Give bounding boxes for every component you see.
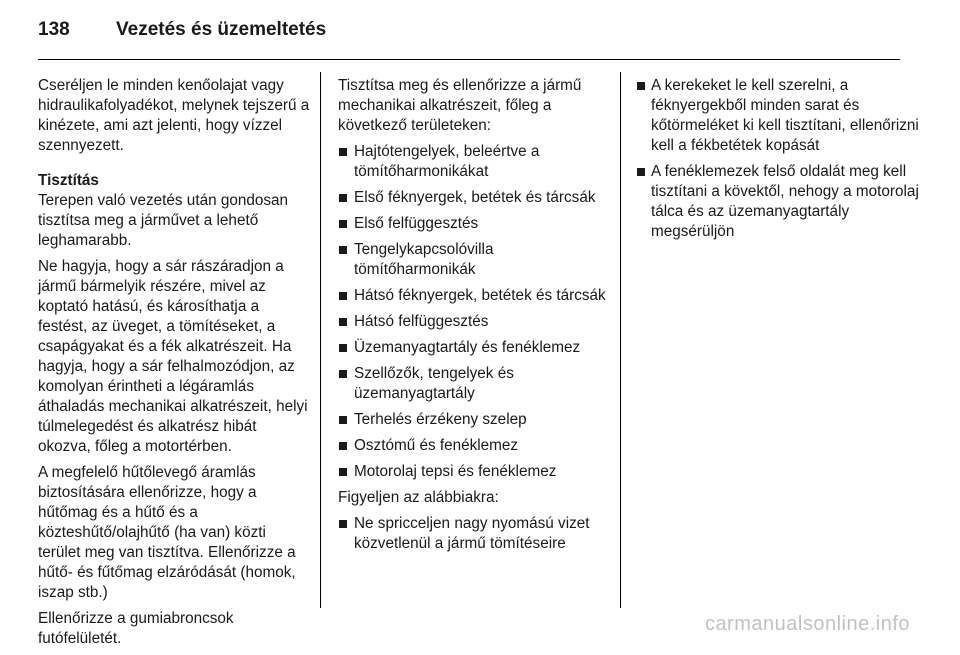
inspection-list bbox=[338, 142, 610, 482]
list-item: Üzemanyagtartály és fenéklemez bbox=[338, 338, 610, 358]
square-bullet-icon bbox=[339, 370, 347, 378]
column-left bbox=[38, 76, 310, 655]
list-item: Hátsó felfüggesztés bbox=[338, 312, 610, 332]
list-item: Első féknyergek, betétek és tárcsák bbox=[338, 188, 610, 208]
attention-list bbox=[338, 514, 610, 554]
intro-paragraph: Cseréljen le minden kenőolajat vagy hidraulikafolyadékot, melynek tejszerű a kinézete, ami azt jelenti, hogy vízzel szennyezett. bbox=[38, 77, 310, 154]
cleaning-paragraph-2: Ne hagyja, hogy a sár rászáradjon a jármű bármelyik részére, mivel az koptató hatású, és károsíthatja a festést, az üveget, a tömítéseket, a csapágyakat és a fék alkatrészeit. Ha hagyja, hogy a sár felhalmozódjon, az komolyan érintheti a légáramlás áthaladás mechanikai alkatrészeit, helyi túlmelegedést és alkatrész hibát okozva, főleg a motortérben. bbox=[38, 258, 308, 455]
page-header bbox=[38, 14, 326, 46]
header-rule bbox=[38, 59, 900, 60]
square-bullet-icon bbox=[339, 442, 347, 450]
square-bullet-icon bbox=[339, 220, 347, 228]
watermark: carmanualsonline.info bbox=[704, 613, 910, 635]
list-item: Első felfüggesztés bbox=[338, 214, 610, 234]
section-heading-cleaning: Tisztítás bbox=[38, 172, 99, 189]
list-item: Szellőzők, tengelyek és üzemanyagtartály bbox=[338, 364, 610, 404]
list-item: A fenéklemezek felső oldalát meg kell tisztítani a kövektől, nehogy a motorolaj tálca és az üzemanyagtartály megsérüljön bbox=[636, 162, 926, 242]
list-item: Hátsó féknyergek, betétek és tárcsák bbox=[338, 286, 610, 306]
column-divider-left bbox=[320, 72, 321, 608]
square-bullet-icon bbox=[339, 148, 347, 156]
list-item: Hajtótengelyek, beleértve a tömítőharmonikákat bbox=[338, 142, 610, 182]
square-bullet-icon bbox=[339, 194, 347, 202]
page-number: 138 bbox=[38, 19, 70, 40]
column-middle bbox=[338, 76, 610, 560]
square-bullet-icon bbox=[637, 82, 645, 90]
attention-note: Figyeljen az alábbiakra: bbox=[338, 489, 499, 506]
square-bullet-icon bbox=[339, 520, 347, 528]
attention-list-continued bbox=[636, 76, 926, 242]
page-title: Vezetés és üzemeltetés bbox=[116, 19, 327, 40]
square-bullet-icon bbox=[339, 468, 347, 476]
cleaning-paragraph-4: Ellenőrizze a gumiabroncsok futófelületét. bbox=[38, 610, 234, 647]
square-bullet-icon bbox=[637, 168, 645, 176]
list-item: Ne spricceljen nagy nyomású vizet közvetlenül a jármű tömítéseire bbox=[338, 514, 610, 554]
square-bullet-icon bbox=[339, 246, 347, 254]
square-bullet-icon bbox=[339, 318, 347, 326]
cleaning-paragraph-3: A megfelelő hűtőlevegő áramlás biztosítására ellenőrizze, hogy a hűtőmag és a hűtő és a közteshűtő/olajhűtő (ha van) közti terület meg van tisztítva. Ellenőrizze a hűtő- és fűtőmag elzáródását (homok, iszap stb.) bbox=[38, 464, 296, 601]
column-divider-right bbox=[620, 72, 621, 608]
inspection-intro: Tisztítsa meg és ellenőrizze a jármű mechanikai alkatrészeit, főleg a következő területeken: bbox=[338, 77, 582, 134]
square-bullet-icon bbox=[339, 416, 347, 424]
list-item: Osztómű és fenéklemez bbox=[338, 436, 610, 456]
list-item: Terhelés érzékeny szelep bbox=[338, 410, 610, 430]
list-item: Motorolaj tepsi és fenéklemez bbox=[338, 462, 610, 482]
column-right bbox=[636, 76, 926, 248]
square-bullet-icon bbox=[339, 292, 347, 300]
list-item: Tengelykapcsolóvilla tömítőharmonikák bbox=[338, 240, 610, 280]
list-item: A kerekeket le kell szerelni, a féknyergekből minden sarat és kőtörmeléket ki kell tisztítani, ellenőrizni kell a fékbetétek kopását bbox=[636, 76, 926, 156]
square-bullet-icon bbox=[339, 344, 347, 352]
cleaning-paragraph-1: Terepen való vezetés után gondosan tisztítsa meg a járművet a lehető leghamarabb. bbox=[38, 192, 289, 249]
